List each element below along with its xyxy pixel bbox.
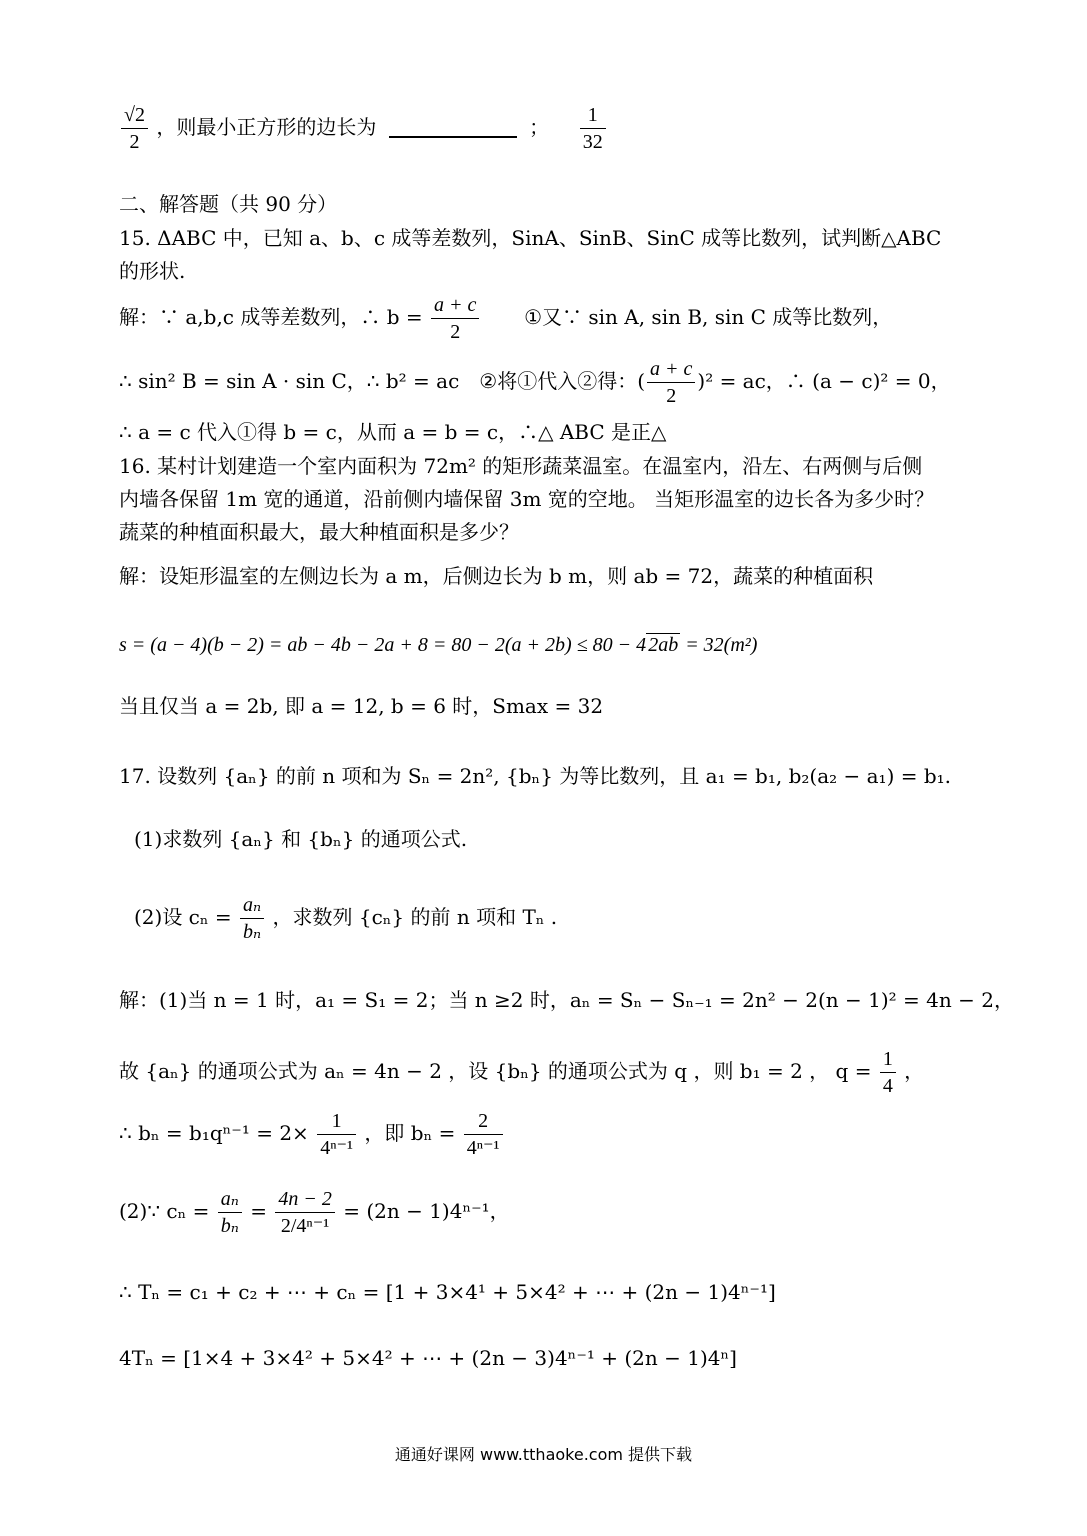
- answer-blank: [389, 116, 517, 138]
- q17-solution-line3: ∴ bₙ = b₁qⁿ⁻¹ = 2× $\frac{1}{\text{4ⁿ⁻¹}}$ ，即 bₙ = $\frac{2}{\text{4ⁿ⁻¹}}$: [119, 1108, 505, 1161]
- q17-solution-line6: 4Tₙ = [1×4 + 3×4² + 5×4² + ⋯ + (2n − 3)4ⁿ⁻¹ + (2n − 1)4ⁿ]: [119, 1346, 737, 1370]
- q15-solution-line3: ∴ a = c 代入①得 b = c，从而 a = b = c，∴△ ABC 是正△: [119, 420, 667, 444]
- q16-solution-line3: 当且仅当 a = 2b, 即 a = 12, b = 6 时，Smax = 32: [119, 694, 604, 718]
- fraction-1-over-4: $\frac{1}{4}$: [880, 1046, 896, 1099]
- q16-line1: 16. 某村计划建造一个室内面积为 72m² 的矩形蔬菜温室。在温室内，沿左、右两侧与后侧: [119, 454, 923, 478]
- separator: ；: [529, 115, 550, 139]
- q17-part2: (2)设 cₙ = $\frac{\text{aₙ}}{\text{bₙ}}$ ，求数列 {cₙ} 的前 n 项和 Tₙ .: [134, 894, 558, 943]
- compound-fraction: $\frac{4n - 2}{\text{2/4ⁿ⁻¹}}$: [275, 1186, 335, 1239]
- fraction-an-over-bn: $\frac{\text{aₙ}}{\text{bₙ}}$: [240, 892, 264, 945]
- fraction-a-plus-c-over-2: $\frac{a + c}{2}$: [431, 292, 479, 345]
- q17-solution-line5: ∴ Tₙ = c₁ + c₂ + ⋯ + cₙ = [1 + 3×4¹ + 5×4² + ⋯ + (2n − 1)4ⁿ⁻¹]: [119, 1280, 776, 1304]
- sqrt-2ab: 2ab: [648, 634, 679, 656]
- q17-solution-line1: 解：(1)当 n = 1 时，a₁ = S₁ = 2；当 n ≥2 时，aₙ = Sₙ − Sₙ₋₁ = 2n² − 2(n − 1)² = 4n − 2，: [119, 988, 1014, 1012]
- top-answer-line: [119, 102, 608, 155]
- q16-solution-line2: s = (a − 4)(b − 2) = ab − 4b − 2a + 8 = 80 − 2(a + 2b) ≤ 80 − 4 2ab = 32(m²): [119, 634, 758, 656]
- fraction-sqrt2-over-2: $\frac{√2}{2}$: [121, 102, 148, 155]
- q15-line2: 的形状.: [119, 259, 186, 283]
- q17-solution-line4: (2)∵ cₙ = $\frac{\text{aₙ}}{\text{bₙ}}$ = $\frac{4n - 2}{\text{2/4ⁿ⁻¹}}$ = (2n − 1)4ⁿ⁻¹，: [119, 1188, 510, 1237]
- q16-line3: 蔬菜的种植面积最大，最大种植面积是多少？: [119, 520, 519, 544]
- q17-part1: (1)求数列 {aₙ} 和 {bₙ} 的通项公式.: [134, 827, 468, 851]
- fraction-2-over-4-pow: $\frac{2}{\text{4ⁿ⁻¹}}$: [464, 1108, 503, 1161]
- q17-solution-line2: 故 {aₙ} 的通项公式为 aₙ = 4n − 2 ，设 {bₙ} 的通项公式为 q ，则 b₁ = 2 ， q = $\frac{1}{4}$ ，: [119, 1048, 925, 1097]
- fraction-1-over-4-pow: $\frac{1}{\text{4ⁿ⁻¹}}$: [317, 1108, 356, 1161]
- q15-solution-line2: ∴ sin² B = sin A · sin C，∴ b² = ac ②将①代入②得：( $\frac{a + c}{2}$ )² = ac，∴ (a − c)² = 0，: [119, 358, 951, 407]
- q17-line1: 17. 设数列 {aₙ} 的前 n 项和为 Sₙ = 2n², {bₙ} 为等比数列，且 a₁ = b₁, b₂(a₂ − a₁) = b₁.: [119, 764, 952, 788]
- q15-line1: 15. ΔABC 中，已知 a、b、c 成等差数列，SinA、SinB、SinC 成等比数列，试判断△ABC: [119, 226, 942, 250]
- question-text: ，则最小正方形的边长为: [156, 115, 377, 139]
- answer-fraction: $\frac{1}{32}$: [580, 102, 606, 155]
- section-heading: 二、解答题（共 90 分）: [119, 192, 338, 216]
- fraction-an-over-bn: $\frac{\text{aₙ}}{\text{bₙ}}$: [218, 1186, 242, 1239]
- q16-solution-line1: 解：设矩形温室的左侧边长为 a m，后侧边长为 b m，则 ab = 72，蔬菜的种植面积: [119, 564, 874, 588]
- q16-line2: 内墙各保留 1m 宽的通道，沿前侧内墙保留 3m 宽的空地。 当矩形温室的边长各为多少时？: [119, 487, 935, 511]
- q15-solution-line1: 解：∵ a,b,c 成等差数列，∴ b = $\frac{a + c}{2}$ ①又∵ sin A, sin B, sin C 成等比数列，: [119, 294, 893, 343]
- page-footer: 通通好课网 www.tthaoke.com 提供下载: [394, 1445, 693, 1464]
- fraction-a-plus-c-over-2: $\frac{a + c}{2}$: [647, 356, 695, 409]
